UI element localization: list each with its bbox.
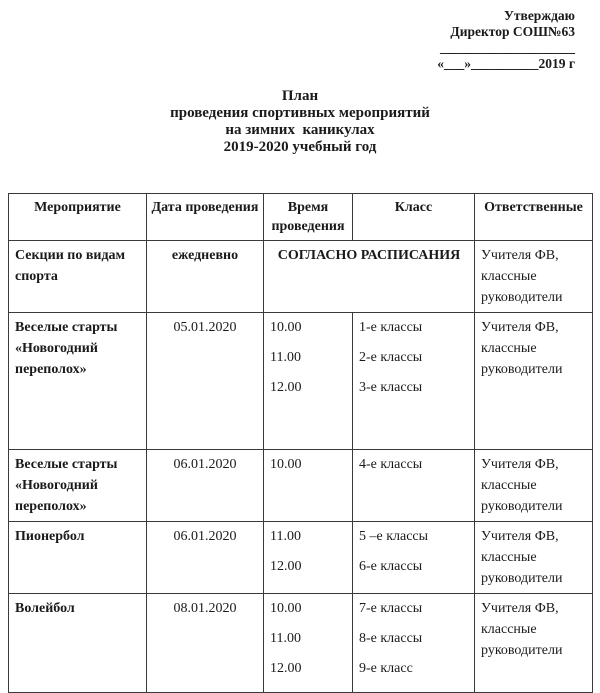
class-entry: 6-е классы (359, 559, 423, 574)
time-entry: 12.00 (270, 661, 302, 676)
time-cell (264, 450, 353, 522)
date-cell: 08.01.2020 (147, 594, 264, 693)
col-header-class: Класс (353, 194, 475, 241)
responsible-cell: Учителя ФВ, классные руководители (475, 450, 593, 522)
date-cell: 06.01.2020 (147, 522, 264, 594)
time-entry: 11.00 (270, 350, 301, 365)
class-cell (353, 522, 475, 594)
time-entry: 10.00 (270, 320, 302, 335)
event-cell: Волейбол (9, 594, 147, 693)
responsible-cell: Учителя ФВ, классные руководители (475, 522, 593, 594)
class-entry: 3-е классы (359, 380, 423, 395)
event-cell: Веселые старты «Новогодний переполох» (9, 313, 147, 450)
approval-block (0, 0, 600, 72)
time-entry: 12.00 (270, 380, 302, 395)
table-row (9, 522, 593, 594)
title-line-3: на зимних каникулах (225, 122, 375, 138)
time-cell (264, 594, 353, 693)
class-entry: 9-е класс (359, 661, 413, 676)
table-row (9, 241, 593, 313)
title-line-1: План (281, 88, 319, 104)
event-cell: Веселые старты «Новогодний переполох» (9, 450, 147, 522)
time-cell (264, 522, 353, 594)
event-cell: Пионербол (9, 522, 147, 594)
time-entry: 11.00 (270, 631, 301, 646)
class-entry: 5 –е классы (359, 529, 429, 544)
time-entry: 11.00 (270, 529, 301, 544)
responsible-cell: Учителя ФВ, классные руководители (475, 313, 593, 450)
director-text: Директор СОШ№63 (450, 24, 575, 39)
table-header-row (9, 194, 593, 241)
col-header-time: Время проведения (264, 194, 353, 241)
class-cell (353, 313, 475, 450)
events-plan-table (8, 193, 593, 693)
table-row (9, 594, 593, 693)
class-entry: 7-е классы (359, 601, 423, 616)
date-cell: ежедневно (147, 241, 264, 313)
document-title (0, 88, 600, 156)
responsible-cell: Учителя ФВ, классные руководители (475, 241, 593, 313)
time-entry: 10.00 (270, 457, 302, 472)
col-header-responsible: Ответственные (475, 194, 593, 241)
table-row (9, 313, 593, 450)
approval-text: Утверждаю (503, 8, 575, 23)
class-entry: 4-е классы (359, 457, 423, 472)
date-cell: 05.01.2020 (147, 313, 264, 450)
title-line-2: проведения спортивных мероприятий (170, 105, 430, 121)
col-header-date: Дата проведения (147, 194, 264, 241)
col-header-event: Мероприятие (9, 194, 147, 241)
class-entry: 2-е классы (359, 350, 423, 365)
signature-line: ____________________ (440, 40, 575, 55)
schedule-note-cell: СОГЛАСНО РАСПИСАНИЯ (264, 241, 475, 313)
title-line-4: 2019-2020 учебный год (223, 139, 377, 155)
class-entry: 8-е классы (359, 631, 423, 646)
approval-date-line: «___»__________2019 г (437, 56, 575, 71)
table-row (9, 450, 593, 522)
time-entry: 12.00 (270, 559, 302, 574)
date-cell: 06.01.2020 (147, 450, 264, 522)
event-cell: Секции по видам спорта (9, 241, 147, 313)
time-entry: 10.00 (270, 601, 302, 616)
class-cell (353, 594, 475, 693)
responsible-cell: Учителя ФВ, классные руководители (475, 594, 593, 693)
class-cell (353, 450, 475, 522)
time-cell (264, 313, 353, 450)
class-entry: 1-е классы (359, 320, 423, 335)
